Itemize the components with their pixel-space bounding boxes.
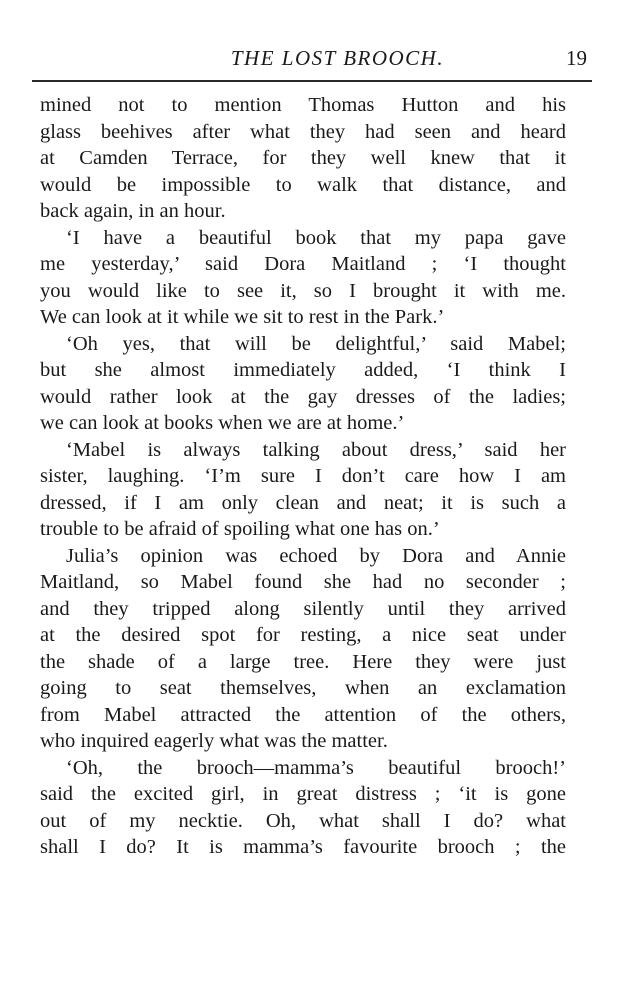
text-line: out of my necktie. Oh, what shall I do? what: [40, 809, 566, 832]
text-line: from Mabel attracted the attention of the others,: [40, 703, 566, 726]
text-line: shall I do? It is mamma’s favourite brooch ; the: [40, 836, 566, 858]
text-line: at the desired spot for resting, a nice seat under: [40, 624, 566, 646]
text-line: trouble to be afraid of spoiling what one has on.’: [40, 518, 440, 540]
text-line: would be impossible to walk that distance, and: [40, 173, 566, 196]
text-line: said the excited girl, in great distress ; ‘it is gone: [40, 783, 566, 805]
text-line: going to seat themselves, when an exclamation: [40, 677, 566, 699]
text-line: ‘Oh yes, that will be delightful,’ said Mabel;: [66, 332, 566, 355]
text-line: the shade of a large tree. Here they were just: [40, 650, 566, 673]
text-line: me yesterday,’ said Dora Maitland ; ‘I thought: [40, 253, 566, 275]
text-line: mined not to mention Thomas Hutton and his: [40, 94, 566, 116]
text-line: ‘Oh, the brooch—mamma’s beautiful brooch!’: [66, 756, 566, 779]
text-line: ‘Mabel is always talking about dress,’ said her: [66, 438, 566, 461]
running-title: THE LOST BROOCH.: [230, 46, 445, 70]
text-line: sister, laughing. ‘I’m sure I don’t care how I am: [40, 465, 566, 487]
text-line: back again, in an hour.: [40, 200, 226, 222]
text-line: we can look at books when we are at home.’: [40, 412, 405, 434]
text-line: ‘I have a beautiful book that my papa gave: [66, 226, 566, 249]
text-line: Maitland, so Mabel found she had no seconder ;: [40, 571, 566, 593]
text-line: We can look at it while we sit to rest in the Park.’: [40, 306, 445, 328]
text-line: Julia’s opinion was echoed by Dora and Annie: [66, 544, 566, 567]
page-header: [30, 46, 595, 76]
text-line: at Camden Terrace, for they well knew that it: [40, 147, 566, 169]
text-line: but she almost immediately added, ‘I think I: [40, 359, 566, 381]
text-line: would rather look at the gay dresses of the ladies;: [40, 385, 566, 408]
header-rule: [32, 80, 592, 82]
text-line: you would like to see it, so I brought it with me.: [40, 279, 566, 302]
page-number: 19: [566, 46, 587, 70]
text-line: who inquired eagerly what was the matter.: [40, 730, 388, 752]
text-line: glass beehives after what they had seen and heard: [40, 120, 566, 143]
text-line: and they tripped along silently until they arrived: [40, 597, 566, 620]
body-text: [40, 92, 566, 861]
text-line: dressed, if I am only clean and neat; it is such a: [40, 491, 566, 514]
